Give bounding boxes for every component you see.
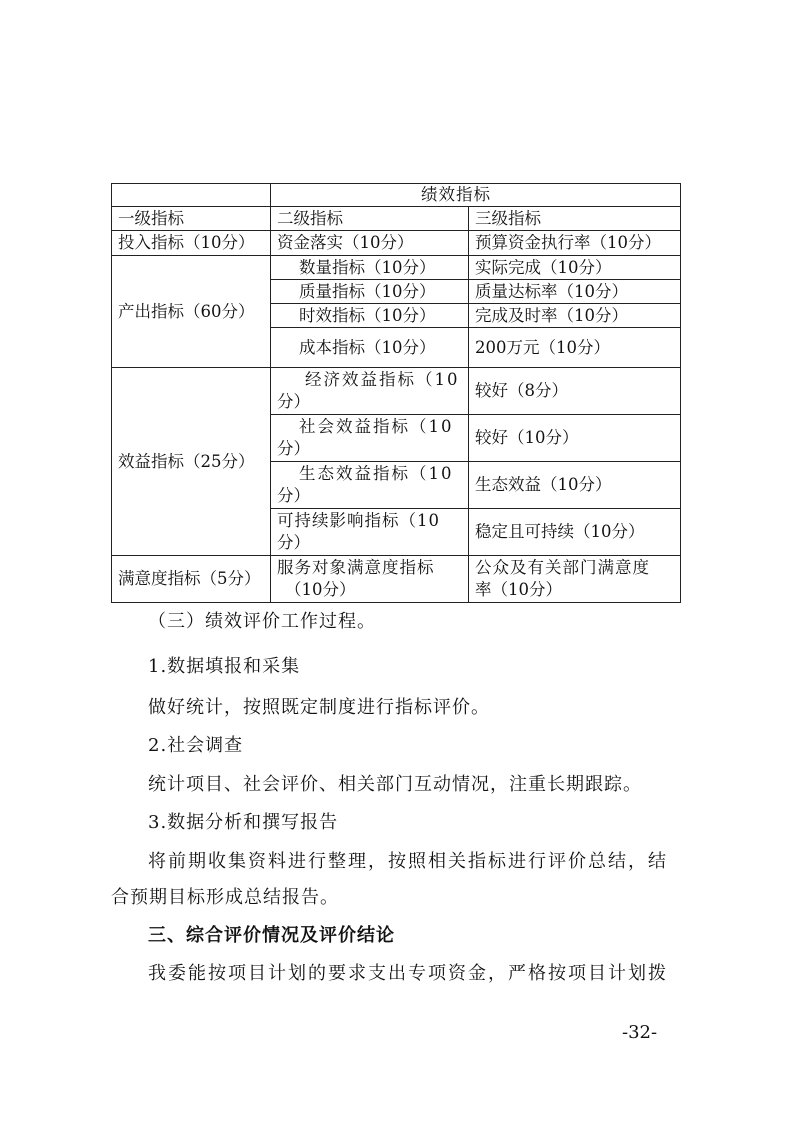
benefit-l2-sustainable — [271, 509, 469, 556]
performance-indicator-table — [111, 183, 681, 603]
benefit-l2-ecological-line2: 分） — [277, 486, 310, 505]
satisfaction-l2-line2: （10分） — [285, 580, 356, 599]
benefit-l2-economic-line1: 经济效益指标（10 — [305, 370, 460, 389]
benefit-l2-ecological-line1: 生态效益指标（10 — [299, 464, 454, 483]
output-l3-quality: 质量达标率（10分） — [469, 280, 681, 304]
header-level2: 二级指标 — [271, 207, 469, 231]
benefit-l2-economic — [271, 368, 469, 415]
step3-text-line2: 合预期目标形成总结报告。 — [111, 887, 339, 908]
satisfaction-l2-line1: 服务对象满意度指标 — [277, 558, 435, 577]
benefit-l2-ecological — [271, 462, 469, 509]
section-three-heading: 三、综合评价情况及评价结论 — [148, 925, 395, 946]
table-corner-cell — [112, 184, 271, 207]
benefit-l3-ecological: 生态效益（10分） — [469, 462, 681, 509]
conclusion-text: 我委能按项目计划的要求支出专项资金，严格按项目计划拨 — [148, 963, 668, 984]
step3-heading: 3.数据分析和撰写报告 — [148, 812, 339, 833]
step1-text: 做好统计，按照既定制度进行指标评价。 — [148, 697, 490, 718]
header-level1: 一级指标 — [112, 207, 271, 231]
benefit-l2-social — [271, 415, 469, 462]
step1-heading: 1.数据填报和采集 — [148, 656, 301, 677]
satisfaction-indicator: 满意度指标（5分） — [112, 556, 271, 603]
section-process-heading: （三）绩效评价工作过程。 — [148, 611, 376, 632]
benefit-l2-social-line1: 社会效益指标（10 — [299, 417, 454, 436]
benefit-l3-economic: 较好（8分） — [469, 368, 681, 415]
output-l2-quantity: 数量指标（10分） — [271, 256, 469, 280]
benefit-l3-social: 较好（10分） — [469, 415, 681, 462]
satisfaction-l3-line1: 公众及有关部门满意度 — [475, 558, 650, 577]
output-l3-cost: 200万元（10分） — [469, 328, 681, 368]
benefit-l2-social-line2: 分） — [277, 439, 310, 458]
output-l2-cost: 成本指标（10分） — [271, 328, 469, 368]
output-l3-timeliness: 完成及时率（10分） — [469, 304, 681, 328]
benefit-l3-sustainable: 稳定且可持续（10分） — [469, 509, 681, 556]
input-l3: 预算资金执行率（10分） — [469, 231, 681, 256]
benefit-l2-economic-line2: 分） — [277, 392, 310, 411]
satisfaction-l2 — [271, 556, 469, 603]
step2-text: 统计项目、社会评价、相关部门互动情况，注重长期跟踪。 — [148, 774, 642, 795]
step2-heading: 2.社会调查 — [148, 735, 244, 756]
page-number: -32- — [622, 1022, 658, 1043]
input-l2: 资金落实（10分） — [271, 231, 469, 256]
step3-text-line1: 将前期收集资料进行整理，按照相关指标进行评价总结，结 — [148, 851, 668, 872]
benefit-indicator: 效益指标（25分） — [112, 368, 271, 556]
table-title: 绩效指标 — [271, 184, 681, 207]
output-l2-timeliness: 时效指标（10分） — [271, 304, 469, 328]
benefit-l2-sustainable-line1: 可持续影响指标（10 — [277, 511, 440, 530]
header-level3: 三级指标 — [469, 207, 681, 231]
input-indicator: 投入指标（10分） — [112, 231, 271, 256]
satisfaction-l3 — [469, 556, 681, 603]
output-l2-quality: 质量指标（10分） — [271, 280, 469, 304]
output-l3-quantity: 实际完成（10分） — [469, 256, 681, 280]
output-indicator: 产出指标（60分） — [112, 256, 271, 368]
satisfaction-l3-line2: 率（10分） — [475, 580, 562, 599]
benefit-l2-sustainable-line2: 分） — [277, 533, 310, 552]
